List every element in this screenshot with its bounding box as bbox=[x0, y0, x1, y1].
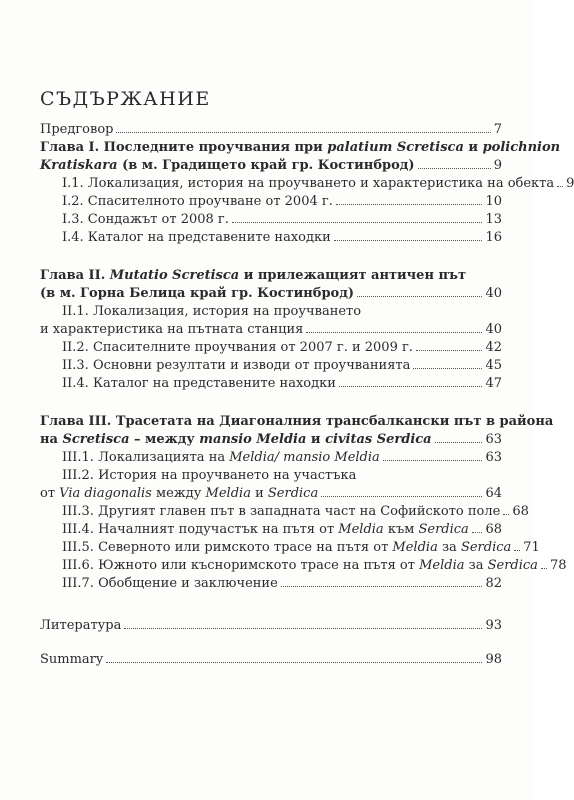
toc-chapter-1-heading-line2[interactable]: Kratiskara (в м. Градището край гр. Костинброд) 9 bbox=[40, 158, 502, 173]
toc-page-number: 42 bbox=[485, 340, 502, 355]
toc-section-2-1-line2[interactable]: и характеристика на пътната станция 40 bbox=[40, 322, 502, 337]
leader-dots bbox=[106, 662, 482, 663]
leader-dots bbox=[383, 460, 483, 461]
toc-chapter-3-heading-line2[interactable]: на Scretisca – между mansio Meldia и civitas Serdica 63 bbox=[40, 432, 502, 447]
page-title: СЪДЪРЖАНИЕ bbox=[40, 88, 211, 110]
toc-page-number: 40 bbox=[485, 286, 502, 301]
leader-dots bbox=[416, 350, 483, 351]
toc-section-2-3[interactable]: II.3. Основни резултати и изводи от проучванията 45 bbox=[62, 358, 502, 373]
leader-dots bbox=[281, 586, 483, 587]
leader-dots bbox=[334, 240, 483, 241]
toc-page-number: 7 bbox=[493, 122, 502, 137]
toc-section-1-2[interactable]: I.2. Спасителното проучване от 2004 г. 10 bbox=[62, 194, 502, 209]
toc-entry-summary[interactable] bbox=[40, 651, 502, 669]
toc-entry-label: Summary bbox=[40, 652, 104, 667]
toc-section-1-4[interactable]: I.4. Каталог на представените находки 16 bbox=[62, 230, 502, 245]
toc-chapter-3-heading-line1[interactable]: Глава III. Трасетата на Диагоналния трансбалкански път в района bbox=[40, 414, 554, 429]
leader-dots bbox=[541, 568, 547, 569]
toc-section-2-2[interactable]: II.2. Спасителните проучвания от 2007 г. и 2009 г. 42 bbox=[62, 340, 502, 355]
toc-chapter-2-heading-line2[interactable]: (в м. Горна Белица край гр. Костинброд) 40 bbox=[40, 286, 502, 301]
leader-dots bbox=[116, 132, 490, 133]
toc-page-number: 63 bbox=[485, 432, 502, 447]
toc-section-3-3[interactable]: III.3. Другият главен път в западната част на Софийското поле 68 bbox=[62, 504, 529, 519]
toc-section-3-1[interactable]: III.1. Локализацията на Meldia/ mansio Meldia 63 bbox=[62, 450, 502, 465]
toc-page-number: 63 bbox=[485, 450, 502, 465]
leader-dots bbox=[435, 442, 483, 443]
leader-dots bbox=[472, 532, 483, 533]
leader-dots bbox=[514, 550, 520, 551]
leader-dots bbox=[357, 296, 482, 297]
toc-page-number: 9 bbox=[493, 158, 502, 173]
toc-page-number: 16 bbox=[485, 230, 502, 245]
toc-page-number: 47 bbox=[485, 376, 502, 391]
toc-page-number: 68 bbox=[485, 522, 502, 537]
toc-entry-label: Предговор bbox=[40, 122, 114, 137]
toc-section-3-2-line1[interactable]: III.2. История на проучването на участъка bbox=[62, 468, 357, 483]
toc-entry-literature[interactable] bbox=[40, 617, 502, 635]
toc-section-3-5[interactable]: III.5. Северното или римското трасе на пътя от Meldia за Serdica 71 bbox=[62, 540, 540, 555]
toc-section-3-7[interactable]: III.7. Обобщение и заключение 82 bbox=[62, 576, 502, 591]
leader-dots bbox=[321, 496, 482, 497]
toc-page-number: 45 bbox=[485, 358, 502, 373]
leader-dots bbox=[232, 222, 483, 223]
toc-chapter-1-heading-line1[interactable]: Глава I. Последните проучвания при palatium Scretisca и polichnion bbox=[40, 140, 561, 155]
toc-page-number: 68 bbox=[512, 504, 529, 519]
toc-entry-label: Литература bbox=[40, 618, 122, 633]
toc-page-number: 82 bbox=[485, 576, 502, 591]
toc-page-number: 10 bbox=[485, 194, 502, 209]
leader-dots bbox=[336, 204, 483, 205]
toc-page-number: 13 bbox=[485, 212, 502, 227]
leader-dots bbox=[503, 514, 509, 515]
leader-dots bbox=[306, 332, 482, 333]
toc-page-number: 98 bbox=[485, 652, 502, 667]
toc-section-3-2-line2[interactable]: от Via diagonalis между Meldia и Serdica 64 bbox=[40, 486, 502, 501]
toc-section-2-1-line1[interactable]: II.1. Локализация, история на проучването bbox=[62, 304, 362, 319]
toc-section-3-6[interactable]: III.6. Южното или късноримското трасе на пътя от Meldia за Serdica 78 bbox=[62, 558, 567, 573]
leader-dots bbox=[557, 186, 563, 187]
toc-page-number: 93 bbox=[485, 618, 502, 633]
leader-dots bbox=[339, 386, 483, 387]
toc-section-3-4[interactable]: III.4. Началният подучастък на пътя от Meldia към Serdica 68 bbox=[62, 522, 502, 537]
leader-dots bbox=[413, 368, 482, 369]
toc-page-number: 71 bbox=[523, 540, 540, 555]
toc-entry-preface[interactable] bbox=[40, 121, 502, 139]
toc-page-number: 40 bbox=[485, 322, 502, 337]
toc-page-number: 78 bbox=[549, 558, 567, 573]
toc-chapter-2-heading-line1[interactable]: Глава II. Mutatio Scretisca и прилежащият античен път bbox=[40, 268, 467, 283]
toc-page-number: 9 bbox=[566, 176, 574, 191]
leader-dots bbox=[418, 168, 491, 169]
leader-dots bbox=[124, 628, 482, 629]
toc-section-1-3[interactable]: I.3. Сондажът от 2008 г. 13 bbox=[62, 212, 502, 227]
toc-section-2-4[interactable]: II.4. Каталог на представените находки 47 bbox=[62, 376, 502, 391]
toc-page-number: 64 bbox=[485, 486, 502, 501]
toc-section-1-1[interactable]: I.1. Локализация, история на проучването и характеристика на обекта 9 bbox=[62, 176, 574, 191]
